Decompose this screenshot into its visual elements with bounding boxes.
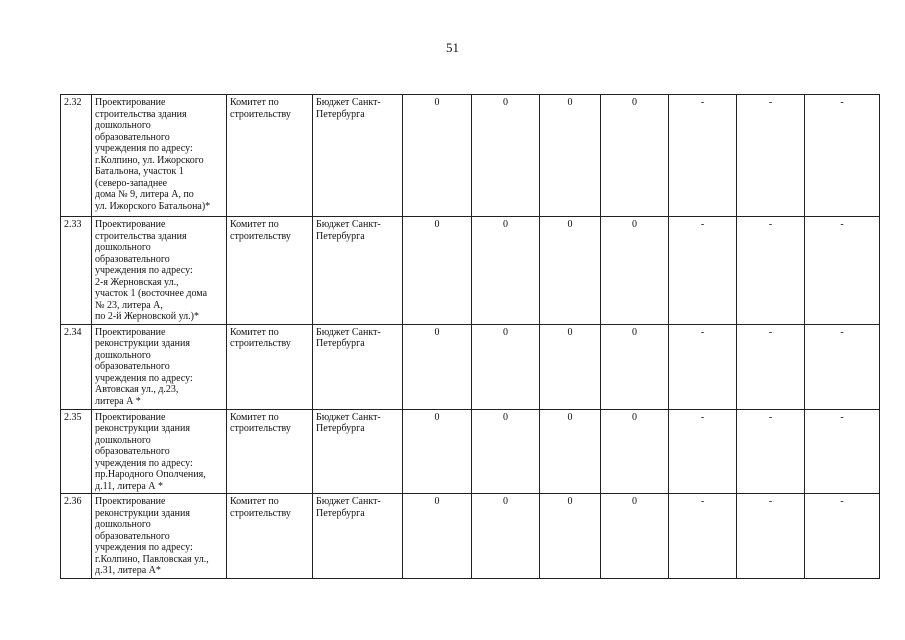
value-cell: - [805,494,880,579]
value-cell: - [669,95,737,217]
table-row [61,494,880,579]
executor-cell: Комитет по строительству [227,95,313,217]
value-cell: 0 [403,409,472,494]
value-cell: 0 [472,95,540,217]
funding-source-cell: Бюджет Санкт-Петербурга [313,95,403,217]
value-cell: 0 [472,324,540,409]
table-row [61,324,880,409]
value-cell: - [737,409,805,494]
project-name-cell: Проектирование реконструкции здания дошкольного образовательного учреждения по адресу: Автовская ул., д.23, литера А * [92,324,227,409]
value-cell: 0 [601,324,669,409]
executor-cell: Комитет по строительству [227,217,313,325]
value-cell: - [669,217,737,325]
value-cell: - [737,95,805,217]
executor-cell: Комитет по строительству [227,324,313,409]
value-cell: - [737,324,805,409]
row-number-cell: 2.36 [61,494,92,579]
row-number-cell: 2.32 [61,95,92,217]
value-cell: 0 [540,95,601,217]
value-cell: 0 [540,324,601,409]
executor-cell: Комитет по строительству [227,494,313,579]
value-cell: 0 [601,409,669,494]
table-row [61,409,880,494]
value-cell: - [669,324,737,409]
funding-source-cell: Бюджет Санкт-Петербурга [313,409,403,494]
value-cell: - [669,494,737,579]
row-number-cell: 2.35 [61,409,92,494]
funding-source-cell: Бюджет Санкт-Петербурга [313,217,403,325]
project-name-cell: Проектирование реконструкции здания дошкольного образовательного учреждения по адресу: г.Колпино, Павловская ул., д.31, литера А* [92,494,227,579]
project-name-cell: Проектирование строительства здания дошкольного образовательного учреждения по адресу: 2-я Жерновская ул., участок 1 (восточнее дома № 23, литера А, по 2-й Жерновской ул.)* [92,217,227,325]
value-cell: 0 [540,494,601,579]
table-row [61,217,880,325]
value-cell: 0 [540,217,601,325]
value-cell: - [737,217,805,325]
value-cell: 0 [472,409,540,494]
value-cell: - [737,494,805,579]
value-cell: 0 [403,324,472,409]
project-name-cell: Проектирование строительства здания дошкольного образовательного учреждения по адресу: г.Колпино, ул. Ижорского Батальона, участок 1 (северо-западнее дома № 9, литера А, по ул. Ижорского Батальона)* [92,95,227,217]
value-cell: 0 [601,217,669,325]
value-cell: 0 [540,409,601,494]
funding-source-cell: Бюджет Санкт-Петербурга [313,494,403,579]
value-cell: - [805,409,880,494]
value-cell: 0 [472,494,540,579]
value-cell: 0 [601,95,669,217]
project-name-cell: Проектирование реконструкции здания дошкольного образовательного учреждения по адресу: пр.Народного Ополчения, д.11, литера А * [92,409,227,494]
page-number: 51 [446,40,459,55]
value-cell: - [805,95,880,217]
value-cell: 0 [403,217,472,325]
table-row [61,95,880,217]
value-cell: - [805,324,880,409]
value-cell: 0 [472,217,540,325]
program-table [60,94,880,579]
value-cell: - [805,217,880,325]
value-cell: - [669,409,737,494]
value-cell: 0 [403,95,472,217]
value-cell: 0 [601,494,669,579]
executor-cell: Комитет по строительству [227,409,313,494]
funding-source-cell: Бюджет Санкт-Петербурга [313,324,403,409]
table-body [61,95,880,579]
value-cell: 0 [403,494,472,579]
row-number-cell: 2.33 [61,217,92,325]
row-number-cell: 2.34 [61,324,92,409]
